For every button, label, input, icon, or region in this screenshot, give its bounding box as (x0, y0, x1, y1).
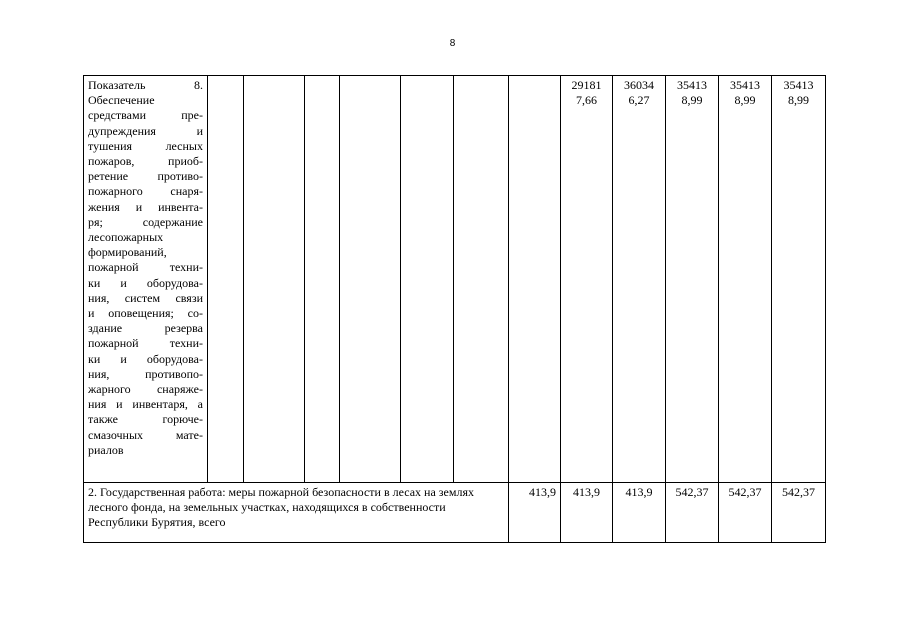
value-line: 29181 (571, 78, 602, 92)
indicator-line: жарного снаряже- (88, 382, 203, 397)
empty-cell (305, 76, 340, 483)
indicator-line: ки и оборудова- (88, 351, 203, 366)
indicator-line: пожарного снаря- (88, 184, 203, 199)
page-number: 8 (449, 38, 456, 49)
empty-cell (401, 76, 454, 483)
value-line: 8,99 (734, 93, 756, 108)
empty-cell (208, 76, 244, 483)
indicator-line: риалов (88, 442, 124, 457)
value-line: 35413 (730, 78, 760, 92)
indicator-line: формирований, (88, 245, 167, 260)
indicator-line: дупреждения и (88, 123, 203, 138)
empty-cell (454, 76, 509, 483)
value-cell: 542,37 (772, 483, 826, 543)
empty-cell (244, 76, 305, 483)
indicator-line: ретение противо- (88, 169, 203, 184)
value-line: 6,27 (628, 93, 650, 108)
indicator-line: ния, противопо- (88, 366, 203, 381)
indicator-cell (84, 76, 208, 483)
value-cell: 542,37 (666, 483, 719, 543)
value-line: 8,99 (681, 93, 703, 108)
indicator-line: Показатель 8. (88, 78, 203, 92)
value-cell: 413,9 (561, 483, 613, 543)
value-line: 8,99 (788, 93, 809, 108)
indicator-line: ки и оборудова- (88, 275, 203, 290)
value-cell (772, 76, 826, 483)
indicator-line: средствами пре- (88, 108, 203, 123)
indicator-line: ря; содержание (88, 214, 203, 229)
work-description-cell: 2. Государственная работа: меры пожарной безопасности в лесах на землях лесного фонда, на земельных участках, находящихся в собственности Республики Бурятия, всего (84, 483, 509, 543)
empty-cell (340, 76, 401, 483)
indicator-line: смазочных мате- (88, 427, 203, 442)
table-row (84, 483, 826, 543)
indicator-line: лесопожарных (88, 230, 164, 245)
value-cell (613, 76, 666, 483)
indicator-line: пожаров, приоб- (88, 154, 203, 169)
value-cell: 413,9 (613, 483, 666, 543)
data-table (83, 75, 826, 543)
indicator-line: ния и инвентаря, а (88, 397, 203, 412)
table-row (84, 76, 826, 483)
indicator-line: тушения лесных (88, 138, 203, 153)
value-line: 36034 (624, 78, 654, 92)
indicator-text (88, 78, 203, 458)
indicator-line: ния, систем связи (88, 290, 203, 305)
value-cell: 413,9 (509, 483, 561, 543)
value-cell (719, 76, 772, 483)
indicator-line: жения и инвента- (88, 199, 203, 214)
indicator-line: здание резерва (88, 321, 203, 336)
value-cell (666, 76, 719, 483)
empty-cell (509, 76, 561, 483)
indicator-line: пожарной техни- (88, 260, 203, 275)
value-line: 35413 (783, 78, 814, 92)
indicator-line: и оповещения; со- (88, 306, 203, 321)
value-line: 35413 (677, 78, 707, 92)
value-cell (561, 76, 613, 483)
indicator-line: также горюче- (88, 412, 203, 427)
value-line: 7,66 (576, 93, 597, 108)
value-cell: 542,37 (719, 483, 772, 543)
indicator-line: пожарной техни- (88, 336, 203, 351)
indicator-line: Обеспечение (88, 93, 155, 108)
